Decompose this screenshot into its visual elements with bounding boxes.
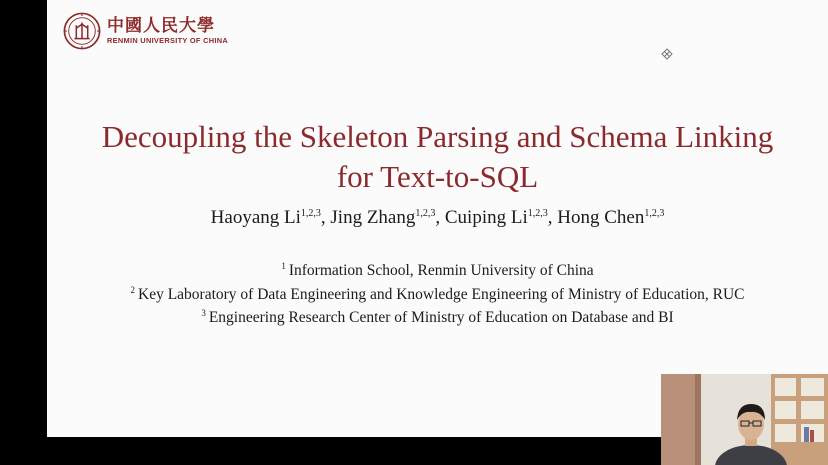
affiliation-number: 2 — [130, 285, 135, 295]
affiliation-text: Engineering Research Center of Ministry of Education on Database and BI — [208, 309, 674, 326]
slide-title-line-2: for Text-to-SQL — [336, 159, 539, 194]
author — [445, 207, 557, 228]
author-name: Haoyang Li — [210, 207, 301, 228]
author-affiliation-marks: 1,2,3 — [527, 208, 548, 219]
author — [330, 207, 444, 228]
author-affiliation-marks: 1,2,3 — [300, 208, 321, 219]
presenter-video-frame — [661, 374, 828, 465]
author-name: Cuiping Li — [444, 207, 528, 228]
knot-ornament-icon — [661, 48, 673, 60]
affiliation-text: Information School, Renmin University of China — [288, 262, 594, 279]
author-name: Hong Chen — [557, 207, 645, 228]
university-logo — [63, 10, 228, 52]
author-list — [47, 207, 828, 229]
affiliation-2 — [47, 285, 828, 304]
author-affiliation-marks: 1,2,3 — [644, 208, 665, 219]
presenter-webcam-thumbnail — [661, 374, 828, 465]
affiliation-3 — [47, 308, 828, 327]
author — [211, 207, 331, 228]
author-name: Jing Zhang — [330, 207, 416, 228]
university-name-chinese: 中國人民大學 — [107, 16, 215, 36]
affiliation-number: 1 — [281, 261, 286, 271]
author-separator: , — [435, 207, 445, 228]
university-seal-icon — [63, 12, 101, 50]
author-separator: , — [547, 207, 558, 228]
affiliation-text: Key Laboratory of Data Engineering and Knowledge Engineering of Ministry of Education, RUC — [138, 286, 745, 303]
university-name-english: RENMIN UNIVERSITY OF CHINA — [107, 36, 228, 45]
author-affiliation-marks: 1,2,3 — [415, 208, 436, 219]
author — [557, 207, 664, 228]
author-separator: , — [320, 207, 331, 228]
affiliation-1 — [47, 261, 828, 280]
presentation-slide — [47, 0, 828, 437]
slide-title-line-1: Decoupling the Skeleton Parsing and Schema Linking — [101, 119, 774, 154]
affiliation-number: 3 — [201, 308, 206, 318]
